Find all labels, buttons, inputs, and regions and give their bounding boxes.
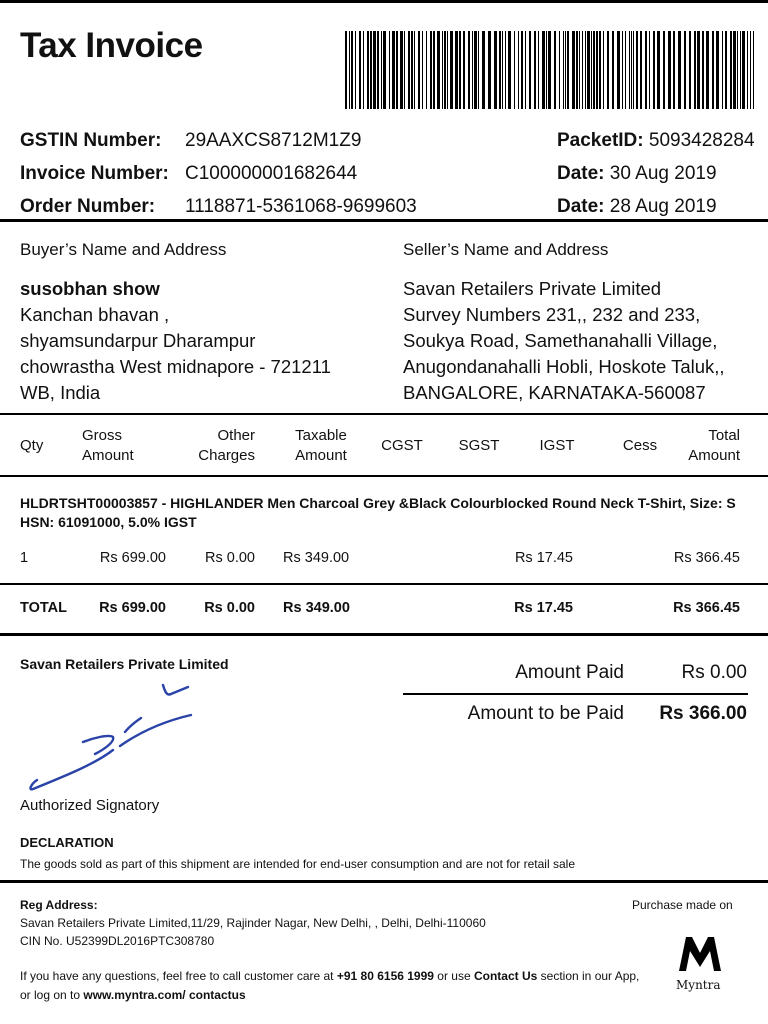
barcode-bar xyxy=(733,31,736,109)
login-line xyxy=(20,987,246,1003)
col-gross-line: Gross xyxy=(82,427,123,444)
col-taxable-line: Amount xyxy=(295,447,347,464)
contact-text: or use xyxy=(433,969,474,983)
barcode-bar xyxy=(753,31,754,109)
contact-text: If you have any questions, feel free to call customer care at xyxy=(20,969,337,983)
col-taxable-amount xyxy=(288,426,354,466)
barcode-bar xyxy=(712,31,714,109)
barcode-bar xyxy=(722,31,723,109)
barcode-bar xyxy=(411,31,413,109)
barcode-bar xyxy=(599,31,601,109)
barcode-bar xyxy=(576,31,578,109)
barcode-bar xyxy=(418,31,420,109)
barcode-bar xyxy=(433,31,435,109)
buyer-heading: Buyer’s Name and Address xyxy=(20,240,227,259)
divider xyxy=(0,413,768,415)
order-number-label: Order Number: xyxy=(20,196,156,217)
item-description xyxy=(20,494,750,532)
buyer-address-line: Kanchan bhavan , xyxy=(20,304,170,325)
barcode-bar xyxy=(689,31,691,109)
barcode-bar xyxy=(529,31,531,109)
amount-paid-value: Rs 0.00 xyxy=(681,662,747,683)
barcode-bar xyxy=(740,31,741,109)
page-title: Tax Invoice xyxy=(20,26,203,65)
barcode-bar xyxy=(521,31,523,109)
barcode-bar xyxy=(591,31,592,109)
myntra-logo-text: Myntra xyxy=(676,978,721,992)
barcode-bar xyxy=(389,31,390,109)
seller-address-line: BANGALORE, KARNATAKA-560087 xyxy=(403,382,706,403)
barcode-bar xyxy=(546,31,547,109)
contact-text: section in our App, xyxy=(537,969,640,983)
barcode-bar xyxy=(442,31,443,109)
barcode-bar xyxy=(567,31,569,109)
barcode-bar xyxy=(684,31,686,109)
buyer-address-line: WB, India xyxy=(20,382,101,403)
barcode-bar xyxy=(750,31,751,109)
item-total: Rs 366.45 xyxy=(673,550,740,566)
seller-address xyxy=(403,276,725,406)
barcode-bar xyxy=(617,31,620,109)
barcode-bar xyxy=(657,31,660,109)
barcode-bar xyxy=(542,31,545,109)
divider xyxy=(0,219,768,222)
order-date xyxy=(557,196,717,218)
barcode-bar xyxy=(563,31,564,109)
barcode-bar xyxy=(474,31,477,109)
barcode-bar xyxy=(596,31,598,109)
barcode-bar xyxy=(747,31,748,109)
barcode-bar xyxy=(505,31,506,109)
barcode-bar xyxy=(349,31,350,109)
divider xyxy=(0,633,768,636)
barcode-bar xyxy=(414,31,415,109)
barcode-bar xyxy=(370,31,372,109)
barcode-bar xyxy=(716,31,719,109)
barcode-bar xyxy=(463,31,465,109)
invoice-date-label: Date: xyxy=(557,163,605,184)
barcode-bar xyxy=(633,31,634,109)
invoice-date-value: 30 Aug 2019 xyxy=(609,163,717,184)
barcode-bar xyxy=(694,31,696,109)
seller-heading: Seller’s Name and Address xyxy=(403,240,609,259)
col-other-charges xyxy=(195,426,255,466)
myntra-contact-link[interactable]: www.myntra.com/ contactus xyxy=(83,988,246,1002)
barcode-bar xyxy=(472,31,473,109)
divider xyxy=(0,475,768,477)
barcode-bar xyxy=(697,31,700,109)
amount-due-value: Rs 366.00 xyxy=(659,703,747,724)
buyer-address-line: chowrastha West midnapore - 721211 xyxy=(20,356,331,377)
barcode-bar xyxy=(494,31,497,109)
barcode xyxy=(345,31,757,109)
barcode-bar xyxy=(538,31,539,109)
reg-address: Savan Retailers Private Limited,11/29, Rajinder Nagar, New Delhi, , Delhi, Delhi-110060 xyxy=(20,916,486,930)
col-cess: Cess xyxy=(622,437,658,454)
col-total-line: Total xyxy=(708,427,740,444)
barcode-bar xyxy=(444,31,446,109)
barcode-bar xyxy=(579,31,580,109)
gstin-value: 29AAXCS8712M1Z9 xyxy=(185,130,362,151)
col-sgst: SGST xyxy=(458,437,500,454)
col-qty: Qty xyxy=(20,437,44,454)
declaration-text: The goods sold as part of this shipment are intended for end-user consumption and are not for retail sale xyxy=(20,857,575,871)
barcode-bar xyxy=(514,31,515,109)
packet-id xyxy=(557,130,755,152)
barcode-bar xyxy=(482,31,485,109)
amount-divider xyxy=(403,693,748,695)
order-date-label: Date: xyxy=(557,196,605,217)
seller-address-line: Soukya Road, Samethanahalli Village, xyxy=(403,330,718,351)
barcode-bar xyxy=(587,31,590,109)
signature-image xyxy=(25,680,200,795)
barcode-bar xyxy=(363,31,364,109)
barcode-bar xyxy=(408,31,410,109)
login-text: or log on to xyxy=(20,988,84,1002)
myntra-logo-icon xyxy=(677,933,723,973)
invoice-date xyxy=(557,163,717,185)
barcode-bar xyxy=(742,31,745,109)
buyer-address xyxy=(20,276,331,406)
total-other: Rs 0.00 xyxy=(204,600,255,616)
barcode-bar xyxy=(663,31,665,109)
contact-us-link[interactable]: Contact Us xyxy=(473,969,538,983)
barcode-bar xyxy=(488,31,491,109)
item-taxable: Rs 349.00 xyxy=(283,550,350,566)
barcode-bar xyxy=(377,31,379,109)
barcode-bar xyxy=(730,31,732,109)
barcode-bar xyxy=(430,31,432,109)
authorized-signatory-label: Authorized Signatory xyxy=(20,797,160,814)
barcode-bar xyxy=(450,31,453,109)
barcode-bar xyxy=(673,31,675,109)
col-other-line: Other xyxy=(217,427,255,444)
barcode-bar xyxy=(625,31,626,109)
barcode-bar xyxy=(468,31,470,109)
barcode-bar xyxy=(400,31,403,109)
barcode-bar xyxy=(702,31,704,109)
col-taxable-line: Taxable xyxy=(295,427,347,444)
barcode-bar xyxy=(422,31,423,109)
barcode-bar xyxy=(502,31,503,109)
barcode-bar xyxy=(640,31,642,109)
order-date-value: 28 Aug 2019 xyxy=(609,196,717,217)
barcode-bar xyxy=(565,31,566,109)
item-hsn: HSN: 61091000, 5.0% IGST xyxy=(20,514,197,530)
total-igst: Rs 17.45 xyxy=(514,600,573,616)
declaration-heading: DECLARATION xyxy=(20,835,114,850)
barcode-bar xyxy=(351,31,353,109)
barcode-bar xyxy=(359,31,361,109)
barcode-bar xyxy=(455,31,458,109)
item-qty: 1 xyxy=(20,550,29,566)
barcode-bar xyxy=(636,31,638,109)
barcode-bar xyxy=(593,31,595,109)
barcode-bar xyxy=(392,31,395,109)
barcode-bar xyxy=(447,31,448,109)
barcode-bar xyxy=(373,31,376,109)
col-igst: IGST xyxy=(539,437,575,454)
barcode-bar xyxy=(508,31,511,109)
barcode-bar xyxy=(554,31,556,109)
barcode-bar xyxy=(559,31,560,109)
barcode-bar xyxy=(459,31,461,109)
top-border xyxy=(0,0,768,3)
amount-due-label: Amount to be Paid xyxy=(467,703,624,724)
buyer-address-line: shyamsundarpur Dharampur xyxy=(20,330,256,351)
cin-number: CIN No. U52399DL2016PTC308780 xyxy=(20,934,215,948)
barcode-bar xyxy=(706,31,709,109)
barcode-bar xyxy=(645,31,647,109)
barcode-bar xyxy=(678,31,681,109)
barcode-bar xyxy=(499,31,501,109)
invoice-number-value: C100000001682644 xyxy=(185,163,358,184)
barcode-bar xyxy=(572,31,575,109)
barcode-bar xyxy=(631,31,632,109)
barcode-bar xyxy=(582,31,583,109)
barcode-bar xyxy=(725,31,727,109)
item-gross: Rs 699.00 xyxy=(99,550,166,566)
barcode-bar xyxy=(404,31,405,109)
barcode-bar xyxy=(518,31,519,109)
col-cgst: CGST xyxy=(381,437,423,454)
barcode-bar xyxy=(585,31,586,109)
barcode-bar xyxy=(607,31,609,109)
barcode-bar xyxy=(622,31,623,109)
signatory-company: Savan Retailers Private Limited xyxy=(20,656,229,672)
col-other-line: Charges xyxy=(198,447,255,464)
barcode-bar xyxy=(653,31,655,109)
packet-id-value: 5093428284 xyxy=(648,130,755,151)
barcode-bar xyxy=(668,31,671,109)
gstin-label: GSTIN Number: xyxy=(20,130,162,151)
total-amount: Rs 366.45 xyxy=(673,600,740,616)
reg-address-heading: Reg Address: xyxy=(20,898,98,912)
packet-id-label: PacketID: xyxy=(557,130,644,151)
total-gross: Rs 699.00 xyxy=(99,600,166,616)
purchase-made-on-label: Purchase made on xyxy=(632,898,733,912)
col-gross-line: Amount xyxy=(82,447,134,464)
barcode-bar xyxy=(534,31,536,109)
customer-care-phone[interactable]: +91 80 6156 1999 xyxy=(336,969,434,983)
divider xyxy=(0,583,768,585)
barcode-bar xyxy=(381,31,382,109)
amount-paid-label: Amount Paid xyxy=(515,662,624,683)
barcode-bar xyxy=(437,31,440,109)
barcode-bar xyxy=(612,31,614,109)
contact-line xyxy=(20,968,640,984)
barcode-bar xyxy=(629,31,630,109)
barcode-bar xyxy=(478,31,479,109)
barcode-bar xyxy=(367,31,369,109)
col-gross-amount xyxy=(82,426,134,466)
barcode-bar xyxy=(737,31,738,109)
barcode-bar xyxy=(383,31,386,109)
item-other: Rs 0.00 xyxy=(205,550,255,566)
divider xyxy=(0,880,768,883)
barcode-bar xyxy=(603,31,604,109)
seller-address-line: Survey Numbers 231,, 232 and 233, xyxy=(403,304,701,325)
buyer-name: susobhan show xyxy=(20,278,160,299)
item-title: HLDRTSHT00003857 - HIGHLANDER Men Charcoal Grey &Black Colourblocked Round Neck T-Shirt, Size: S xyxy=(20,495,736,511)
order-number-value: 1118871-5361068-9699603 xyxy=(185,196,417,217)
seller-address-line: Anugondanahalli Hobli, Hoskote Taluk,, xyxy=(403,356,725,377)
total-label: TOTAL xyxy=(20,600,67,616)
seller-address-line: Savan Retailers Private Limited xyxy=(403,278,662,299)
barcode-bar xyxy=(548,31,551,109)
col-total-line: Amount xyxy=(688,447,740,464)
col-total-amount xyxy=(680,426,740,466)
barcode-bar xyxy=(649,31,650,109)
barcode-bar xyxy=(396,31,398,109)
barcode-bar xyxy=(355,31,356,109)
invoice-number-label: Invoice Number: xyxy=(20,163,169,184)
barcode-bar xyxy=(525,31,526,109)
total-taxable: Rs 349.00 xyxy=(283,600,350,616)
barcode-bar xyxy=(345,31,347,109)
barcode-bar xyxy=(426,31,427,109)
item-igst: Rs 17.45 xyxy=(514,550,573,566)
